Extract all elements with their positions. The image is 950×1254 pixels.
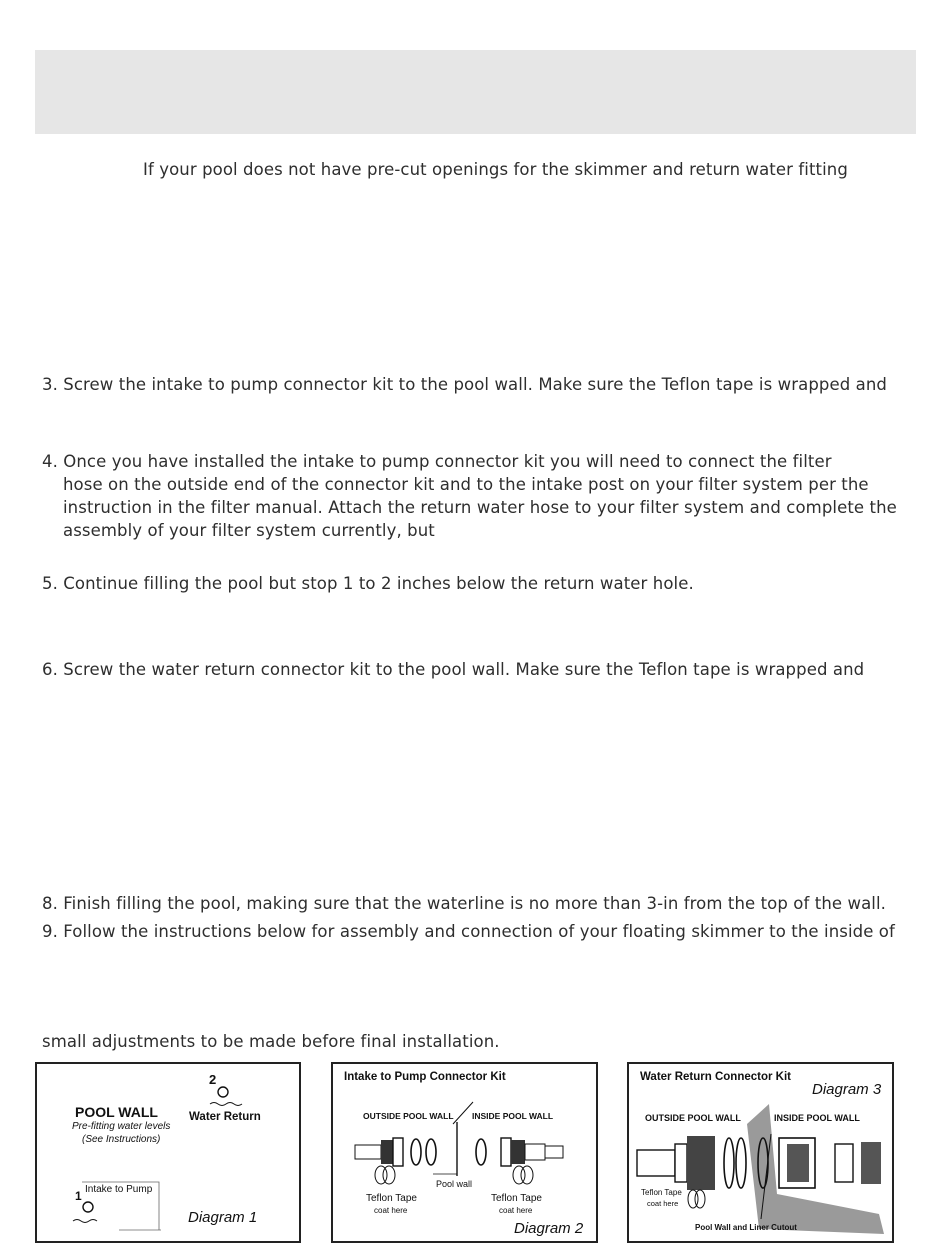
diagram-3-caption: Diagram 3 bbox=[812, 1081, 882, 1098]
inside-tube bbox=[525, 1144, 545, 1160]
water-level-2-icon bbox=[210, 1103, 242, 1106]
outside-tube bbox=[355, 1145, 381, 1159]
diagram-2-caption: Diagram 2 bbox=[514, 1220, 584, 1237]
intake-to-pump-label: Intake to Pump bbox=[85, 1184, 153, 1195]
step-5: 5. Continue filling the pool but stop 1 to 2 inches below the return water hole. bbox=[42, 574, 694, 593]
diagram-1-marker-2: 2 bbox=[209, 1072, 217, 1087]
inside-gasket bbox=[476, 1139, 486, 1165]
diagram-2 bbox=[331, 1062, 598, 1243]
step-6: 6. Screw the water return connector kit to the pool wall. Make sure the Teflon tape is wrapped and bbox=[42, 660, 865, 679]
step-4-line-2: hose on the outside end of the connector kit and to the intake post on your filter system per the bbox=[63, 475, 869, 494]
coat-here-right-label: coat here bbox=[499, 1206, 533, 1215]
intake-hole-icon bbox=[83, 1202, 93, 1212]
inside-return-ring bbox=[835, 1144, 853, 1182]
step-4-line-4: assembly of your filter system currently, but bbox=[63, 521, 435, 540]
wall-pointer-line bbox=[453, 1102, 473, 1124]
coat-here-label: coat here bbox=[647, 1199, 679, 1208]
diagram-2-drawing bbox=[333, 1064, 598, 1243]
return-gasket-2 bbox=[736, 1138, 746, 1188]
inside-return-core bbox=[787, 1144, 809, 1182]
inside-return-cap bbox=[861, 1142, 881, 1184]
return-gasket-1 bbox=[724, 1138, 734, 1188]
outside-pool-wall-label: OUTSIDE POOL WALL bbox=[645, 1113, 741, 1123]
teflon-tape-left-label: Teflon Tape bbox=[366, 1193, 417, 1204]
outside-return-tube bbox=[637, 1150, 675, 1176]
inside-nut bbox=[511, 1140, 525, 1164]
teflon-tape-right-label: Teflon Tape bbox=[491, 1193, 542, 1204]
header-band bbox=[35, 50, 916, 134]
pool-wall-liner-label: Pool Wall and Liner Cutout bbox=[695, 1223, 797, 1232]
pool-wall-label: POOL WALL bbox=[75, 1104, 158, 1120]
diagram-3 bbox=[627, 1062, 894, 1243]
inside-flange bbox=[501, 1138, 511, 1166]
step-4-line-3: instruction in the filter manual. Attach the return water hose to your filter system and complete the bbox=[63, 498, 897, 517]
outside-return-nut bbox=[687, 1136, 715, 1190]
diagram-1-caption: Diagram 1 bbox=[188, 1209, 258, 1226]
outside-gasket-2 bbox=[426, 1139, 436, 1165]
diagram-2-title: Intake to Pump Connector Kit bbox=[344, 1071, 506, 1083]
outside-pool-wall-label: OUTSIDE POOL WALL bbox=[363, 1111, 454, 1121]
step-9: 9. Follow the instructions below for assembly and connection of your floating skimmer to the inside of bbox=[42, 922, 895, 941]
prefitting-line-1: Pre-fitting water levels bbox=[72, 1121, 171, 1132]
diagram-1-drawing bbox=[37, 1064, 301, 1243]
water-return-label: Water Return bbox=[189, 1111, 261, 1123]
closing-text: small adjustments to be made before final installation. bbox=[42, 1032, 500, 1051]
water-return-hole-icon bbox=[218, 1087, 228, 1097]
step-8: 8. Finish filling the pool, making sure that the waterline is no more than 3-in from the top of the wall. bbox=[42, 894, 886, 913]
intro-text: If your pool does not have pre-cut openings for the skimmer and return water fitting bbox=[143, 160, 848, 179]
inside-pool-wall-label: INSIDE POOL WALL bbox=[472, 1111, 554, 1121]
teflon-tape-label: Teflon Tape bbox=[641, 1188, 682, 1197]
coat-here-left-label: coat here bbox=[374, 1206, 408, 1215]
diagram-3-title: Water Return Connector Kit bbox=[640, 1071, 791, 1083]
outside-gasket-1 bbox=[411, 1139, 421, 1165]
diagram-1-marker-1: 1 bbox=[75, 1189, 82, 1203]
step-4-line-1: 4. Once you have installed the intake to pump connector kit you will need to connect the filter bbox=[42, 452, 832, 471]
outside-nut bbox=[381, 1140, 393, 1164]
outside-return-flange bbox=[675, 1144, 687, 1182]
diagram-1 bbox=[35, 1062, 301, 1243]
water-level-1-icon bbox=[73, 1220, 97, 1223]
inside-tip bbox=[545, 1146, 563, 1158]
outside-flange bbox=[393, 1138, 403, 1166]
pool-wall-label: Pool wall bbox=[436, 1179, 473, 1189]
step-3: 3. Screw the intake to pump connector kit to the pool wall. Make sure the Teflon tape is wrapped and bbox=[42, 375, 887, 394]
prefitting-line-2: (See Instructions) bbox=[82, 1134, 161, 1145]
inside-pool-wall-label: INSIDE POOL WALL bbox=[774, 1113, 860, 1123]
